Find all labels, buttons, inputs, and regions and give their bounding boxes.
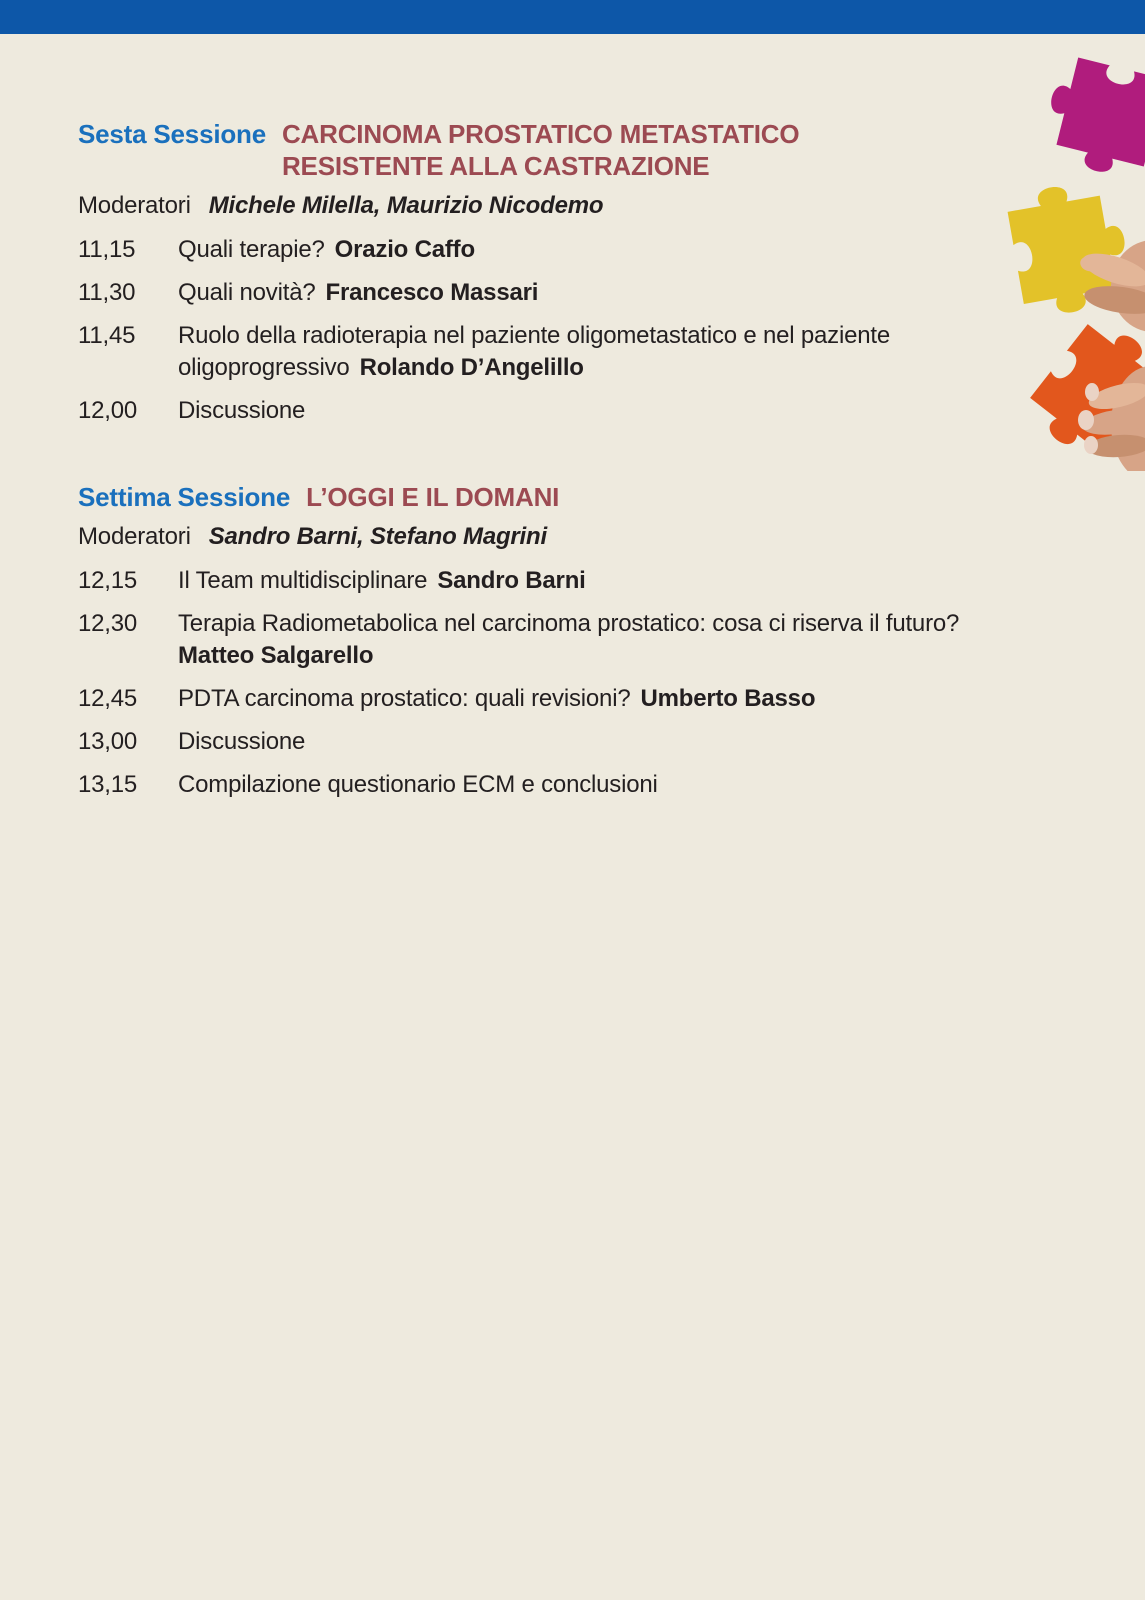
session-label: Sesta Sessione [78, 119, 266, 149]
item-time: 13,00 [78, 728, 138, 755]
session-label: Settima Sessione [78, 482, 291, 512]
schedule-list [78, 234, 1028, 427]
moderator-names: Michele Milella, Maurizio Nicodemo [208, 192, 604, 219]
item-text [178, 683, 1028, 715]
schedule-item [78, 395, 1028, 427]
item-time: 12,15 [78, 567, 138, 594]
item-title: Quali novità? [178, 279, 316, 306]
program-page [78, 0, 1028, 812]
session-block-sesta [78, 118, 1028, 427]
item-time: 11,30 [78, 279, 136, 306]
item-text [178, 234, 1028, 266]
item-title: Il Team multidisciplinare [178, 567, 428, 594]
session-header [78, 118, 1028, 182]
schedule-item [78, 726, 1028, 758]
item-speaker: Sandro Barni [437, 567, 586, 594]
item-text [178, 565, 1028, 597]
item-speaker: Matteo Salgarello [178, 642, 374, 669]
item-text [178, 320, 1028, 384]
item-text [178, 769, 1028, 801]
moderators-label: Moderatori [78, 523, 191, 550]
item-time: 12,00 [78, 397, 138, 424]
schedule-item [78, 608, 1028, 672]
item-title: Quali terapie? [178, 236, 325, 263]
schedule-item [78, 565, 1028, 597]
schedule-item [78, 277, 1028, 309]
item-time: 11,45 [78, 322, 136, 349]
item-time: 11,15 [78, 236, 136, 263]
item-speaker: Umberto Basso [640, 685, 816, 712]
item-speaker: Orazio Caffo [334, 236, 475, 263]
item-title: Terapia Radiometabolica nel carcinoma prostatico: cosa ci riserva il futuro? [178, 610, 960, 637]
item-title: Discussione [178, 728, 306, 755]
item-text [178, 395, 1028, 427]
schedule-list [78, 565, 1028, 801]
session-title-line: RESISTENTE ALLA CASTRAZIONE [281, 151, 710, 181]
schedule-item [78, 683, 1028, 715]
moderators-label: Moderatori [78, 192, 191, 219]
item-title: Discussione [178, 397, 306, 424]
schedule-item [78, 320, 1028, 384]
item-title: Compilazione questionario ECM e conclusioni [178, 771, 658, 798]
moderators-row [78, 520, 1028, 553]
schedule-item [78, 234, 1028, 266]
moderators-row [78, 189, 1028, 222]
item-time: 12,45 [78, 685, 138, 712]
session-title-line: CARCINOMA PROSTATICO METASTATICO [281, 119, 800, 149]
item-speaker: Rolando D’Angelillo [359, 354, 584, 381]
item-title: Ruolo della radioterapia nel paziente oligometastatico e nel paziente oligoprogressivo [178, 322, 891, 381]
item-text [178, 608, 1028, 672]
item-speaker: Francesco Massari [325, 279, 539, 306]
session-title-line: L’OGGI E IL DOMANI [306, 482, 560, 512]
magenta-puzzle-piece [1037, 54, 1145, 186]
session-title [282, 118, 799, 182]
item-title: PDTA carcinoma prostatico: quali revisioni? [178, 685, 631, 712]
session-title [306, 481, 559, 513]
item-text [178, 277, 1028, 309]
item-time: 13,15 [78, 771, 138, 798]
schedule-item [78, 769, 1028, 801]
item-text [178, 726, 1028, 758]
moderator-names: Sandro Barni, Stefano Magrini [208, 523, 547, 550]
session-block-settima [78, 481, 1028, 801]
session-header [78, 481, 1028, 513]
item-time: 12,30 [78, 610, 138, 637]
